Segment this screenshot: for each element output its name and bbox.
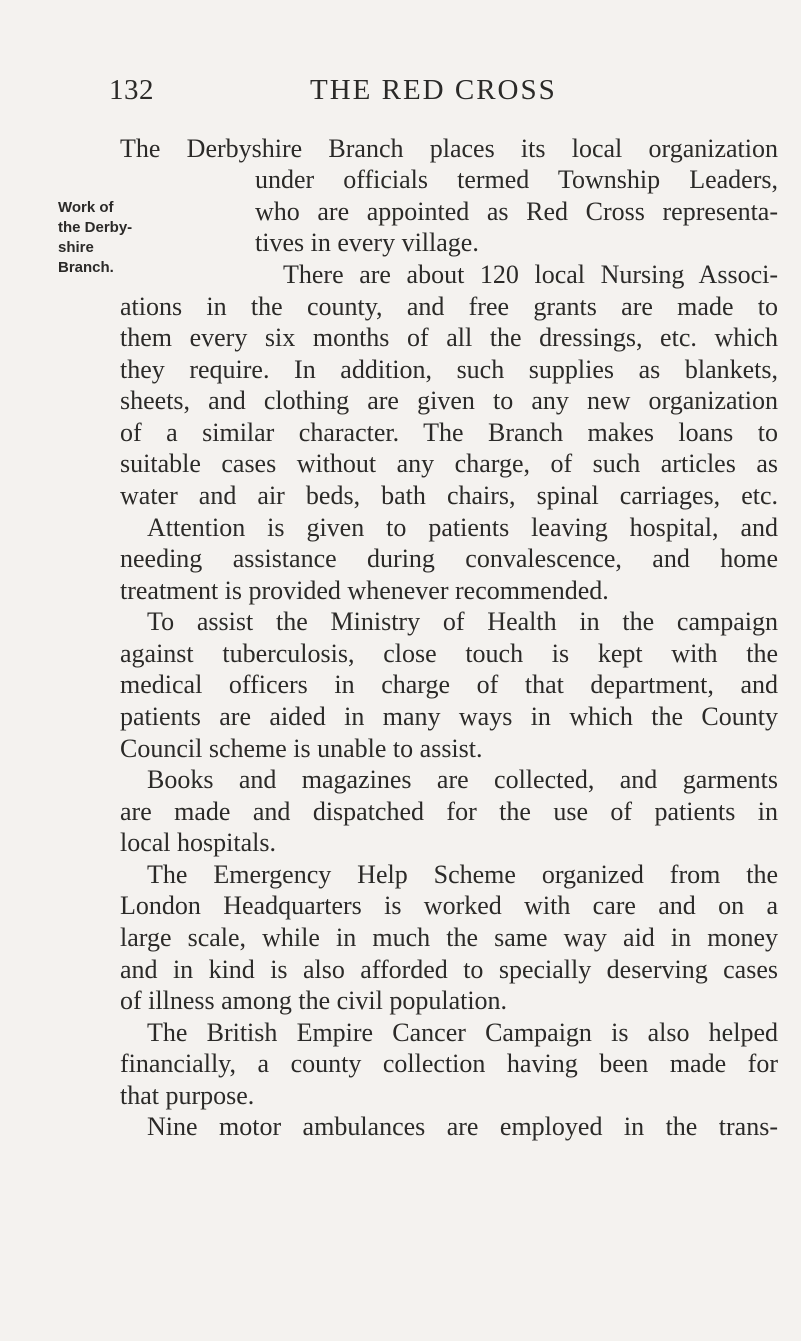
text-line: against tuberculosis, close touch is kept with the [120, 639, 778, 668]
text-line: of a similar character. The Branch makes loans to [120, 418, 778, 447]
margin-note-line: Work of [58, 199, 114, 216]
margin-note [58, 198, 158, 278]
text-line: under officials termed Township Leaders, [255, 165, 778, 194]
text-line: medical officers in charge of that department, and [120, 670, 778, 699]
text-line: Books and magazines are collected, and garments [147, 765, 778, 794]
text-line: London Headquarters is worked with care and on a [120, 891, 778, 920]
text-line: who are appointed as Red Cross representa- [255, 197, 778, 226]
text-line: The Emergency Help Scheme organized from the [147, 860, 778, 889]
text-line: treatment is provided whenever recommended. [120, 576, 609, 605]
text-line: ations in the county, and free grants are made to [120, 292, 778, 321]
text-line: needing assistance during convalescence, and home [120, 544, 778, 573]
text-line: suitable cases without any charge, of such articles as [120, 449, 778, 478]
margin-note-line: Branch. [58, 259, 114, 276]
text-line: The British Empire Cancer Campaign is also helped [147, 1018, 778, 1047]
text-line: are made and dispatched for the use of patients in [120, 797, 778, 826]
text-line: To assist the Ministry of Health in the campaign [147, 607, 778, 636]
text-line: financially, a county collection having been made for [120, 1049, 778, 1078]
running-title: THE RED CROSS [310, 74, 557, 106]
text-line: patients are aided in many ways in which the County [120, 702, 778, 731]
margin-note-line: shire [58, 239, 94, 256]
text-line: Council scheme is unable to assist. [120, 734, 483, 763]
text-line: Nine motor ambulances are employed in the trans- [147, 1112, 778, 1141]
text-line: them every six months of all the dressings, etc. which [120, 323, 778, 352]
page-number: 132 [109, 74, 154, 106]
text-line: that purpose. [120, 1081, 255, 1110]
text-line: of illness among the civil population. [120, 986, 508, 1015]
margin-note-line: the Derby- [58, 219, 133, 236]
running-head [0, 74, 801, 114]
text-line: they require. In addition, such supplies as blankets, [120, 355, 778, 384]
text-line: sheets, and clothing are given to any new organization [120, 386, 778, 415]
text-line: water and air beds, bath chairs, spinal carriages, etc. [120, 481, 778, 510]
text-line: tives in every village. [255, 228, 479, 257]
text-line: large scale, while in much the same way aid in money [120, 923, 778, 952]
text-line: The Derbyshire Branch places its local organization [120, 134, 778, 163]
text-line: Attention is given to patients leaving hospital, and [147, 513, 778, 542]
text-line: There are about 120 local Nursing Associ- [283, 260, 778, 289]
text-line: and in kind is also afforded to specially deserving cases [120, 955, 778, 984]
text-line: local hospitals. [120, 828, 276, 857]
